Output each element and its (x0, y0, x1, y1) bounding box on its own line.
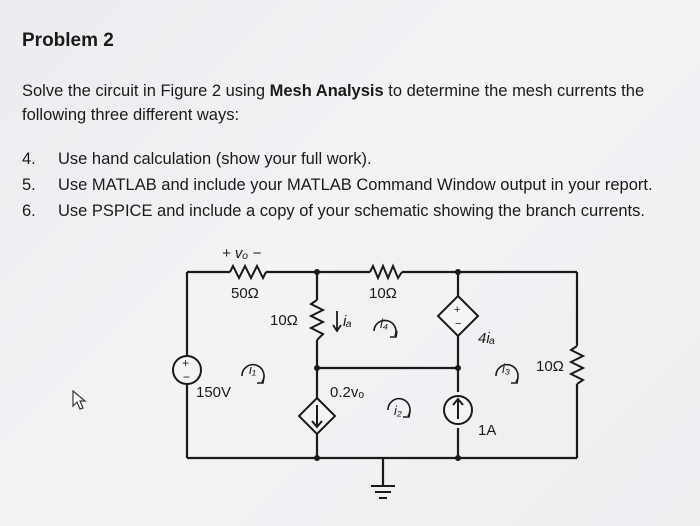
resistor-10ohm-vertical-icon (311, 300, 323, 340)
r3-label: 10Ω (270, 312, 298, 329)
current-source-icon (444, 396, 472, 424)
i3-label: i₃ (502, 361, 511, 376)
i4-label: i₄ (380, 316, 389, 331)
r2-label: 10Ω (369, 285, 397, 302)
task-text: Use PSPICE and include a copy of your schematic showing the branch currents. (58, 202, 645, 220)
task-number: 4. (22, 150, 36, 168)
ia-label: iₐ (343, 313, 352, 330)
problem-title: Problem 2 (22, 30, 114, 51)
voltage-source-label: 150V (196, 384, 232, 401)
dependent-voltage-plus: + (454, 304, 461, 316)
intro-text-end: to determine the mesh currents the following three different ways: (22, 82, 645, 124)
task-text: Use hand calculation (show your full work). (58, 150, 372, 168)
dependent-voltage-minus: − (455, 318, 462, 330)
mouse-cursor-icon (72, 390, 88, 412)
voltage-source-minus: − (183, 370, 191, 384)
current-source-label: 1A (478, 422, 497, 439)
r1-label: 50Ω (231, 285, 259, 302)
i1-label: i₁ (249, 362, 256, 377)
mesh-i1-arrowhead-icon (257, 377, 264, 383)
task-number: 5. (22, 176, 36, 194)
mesh-i3-arrowhead-icon (511, 377, 518, 383)
vo-label: + vₒ − (222, 245, 262, 262)
resistor-10ohm-right-icon (571, 346, 583, 384)
task-text: Use MATLAB and include your MATLAB Command Window output in your report. (58, 176, 653, 194)
resistor-10ohm-top-icon (370, 266, 402, 278)
dependent-current-label: 0.2vₒ (330, 384, 365, 401)
r4-label: 10Ω (536, 358, 564, 375)
dependent-voltage-label: 4iₐ (478, 330, 496, 347)
voltage-source-plus: + (182, 356, 190, 370)
ground-icon (371, 486, 395, 498)
intro-bold-method: Mesh Analysis (269, 82, 384, 100)
intro-text-start: Solve the circuit in Figure 2 using (22, 82, 270, 100)
task-number: 6. (22, 202, 36, 220)
i2-label: i₂ (394, 403, 402, 418)
mesh-i2-arrowhead-icon (403, 411, 410, 417)
dependent-current-source-icon (299, 398, 335, 434)
circuit-wires (187, 272, 577, 486)
ia-arrow-icon (333, 311, 341, 331)
dependent-voltage-source-icon (438, 296, 478, 336)
resistor-50ohm-icon (230, 266, 266, 278)
